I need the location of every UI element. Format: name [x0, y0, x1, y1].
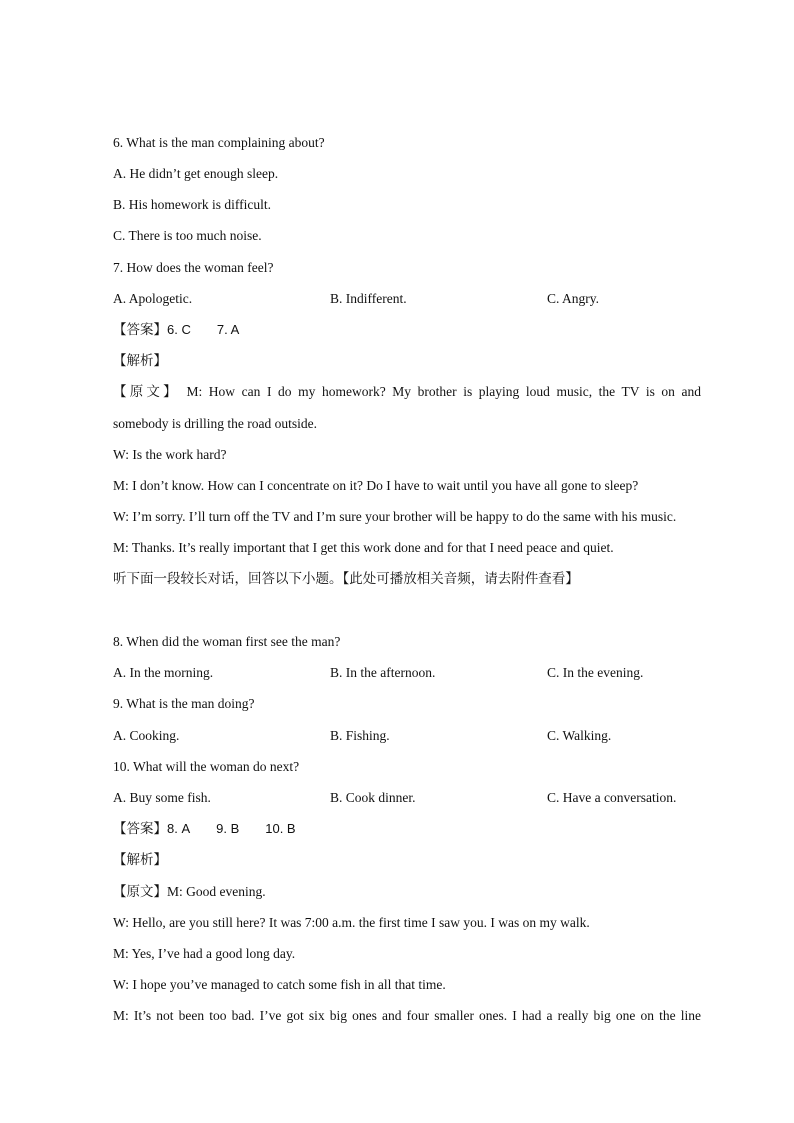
- transcript-1-line-1: [113, 383, 701, 401]
- q8-question: 8. When did the woman first see the man?: [113, 634, 341, 649]
- q7-option-a: A. Apologetic.: [113, 291, 193, 306]
- answer-8: 8. A: [167, 821, 191, 836]
- q9-option-a: A. Cooking.: [113, 728, 180, 743]
- q6-question: 6. What is the man complaining about?: [113, 135, 325, 150]
- q7-option-c: C. Angry.: [547, 291, 600, 306]
- answer-block-1: [113, 321, 239, 339]
- answer-label: 【答案】: [113, 821, 167, 837]
- transcript-label: 【原文】: [113, 884, 167, 900]
- q8-option-a: A. In the morning.: [113, 665, 214, 680]
- transcript-2-line-4: W: I hope you’ve managed to catch some fish in all that time.: [113, 977, 446, 992]
- analysis-label-2: 【解析】: [113, 852, 167, 868]
- listening-instruction: 听下面一段较长对话，回答以下小题。【此处可播放相关音频，请去附件查看】: [113, 571, 579, 587]
- q9-question: 9. What is the man doing?: [113, 696, 255, 711]
- q10-option-c: C. Have a conversation.: [547, 790, 677, 805]
- transcript-label: 【原文】: [113, 384, 180, 400]
- answer-6: 6. C: [167, 322, 191, 337]
- q10-option-a: A. Buy some fish.: [113, 790, 211, 805]
- transcript-1-line-4: W: I’m sorry. I’ll turn off the TV and I’m sure your brother will be happy to do the same with his music.: [113, 509, 677, 524]
- transcript-2-line-5: M: It’s not been too bad. I’ve got six big ones and four smaller ones. I had a really big one on the line: [113, 1008, 701, 1023]
- q6-option-c: C. There is too much noise.: [113, 228, 262, 243]
- q7-question: 7. How does the woman feel?: [113, 260, 274, 275]
- answer-7: 7. A: [216, 322, 240, 337]
- transcript-2-line-3: M: Yes, I’ve had a good long day.: [113, 946, 296, 961]
- transcript-1-line-2: W: Is the work hard?: [113, 447, 227, 462]
- transcript-2-line-1: [113, 883, 266, 901]
- q9-option-c: C. Walking.: [547, 728, 612, 743]
- transcript-text: M: How can I do my homework? My brother is playing loud music, the TV is on and: [186, 384, 702, 399]
- q10-question: 10. What will the woman do next?: [113, 759, 300, 774]
- answer-9: 9. B: [216, 821, 240, 836]
- q8-option-b: B. In the afternoon.: [330, 665, 436, 680]
- q10-option-b: B. Cook dinner.: [330, 790, 416, 805]
- transcript-1-line-3: M: I don’t know. How can I concentrate on it? Do I have to wait until you have all gone to sleep?: [113, 478, 639, 493]
- analysis-label-1: 【解析】: [113, 353, 167, 369]
- q9-option-b: B. Fishing.: [330, 728, 390, 743]
- transcript-1-line-5: M: Thanks. It’s really important that I get this work done and for that I need peace and quiet.: [113, 540, 614, 555]
- q6-option-b: B. His homework is difficult.: [113, 197, 271, 212]
- transcript-text: M: Good evening.: [167, 884, 266, 899]
- q8-option-c: C. In the evening.: [547, 665, 644, 680]
- answer-block-2: [113, 820, 296, 838]
- answer-label: 【答案】: [113, 322, 167, 338]
- transcript-1-line-1b: somebody is drilling the road outside.: [113, 416, 317, 431]
- q7-option-b: B. Indifferent.: [330, 291, 407, 306]
- q6-option-a: A. He didn’t get enough sleep.: [113, 166, 279, 181]
- answer-10: 10. B: [265, 821, 296, 836]
- transcript-2-line-2: W: Hello, are you still here? It was 7:00 a.m. the first time I saw you. I was on my walk.: [113, 915, 590, 930]
